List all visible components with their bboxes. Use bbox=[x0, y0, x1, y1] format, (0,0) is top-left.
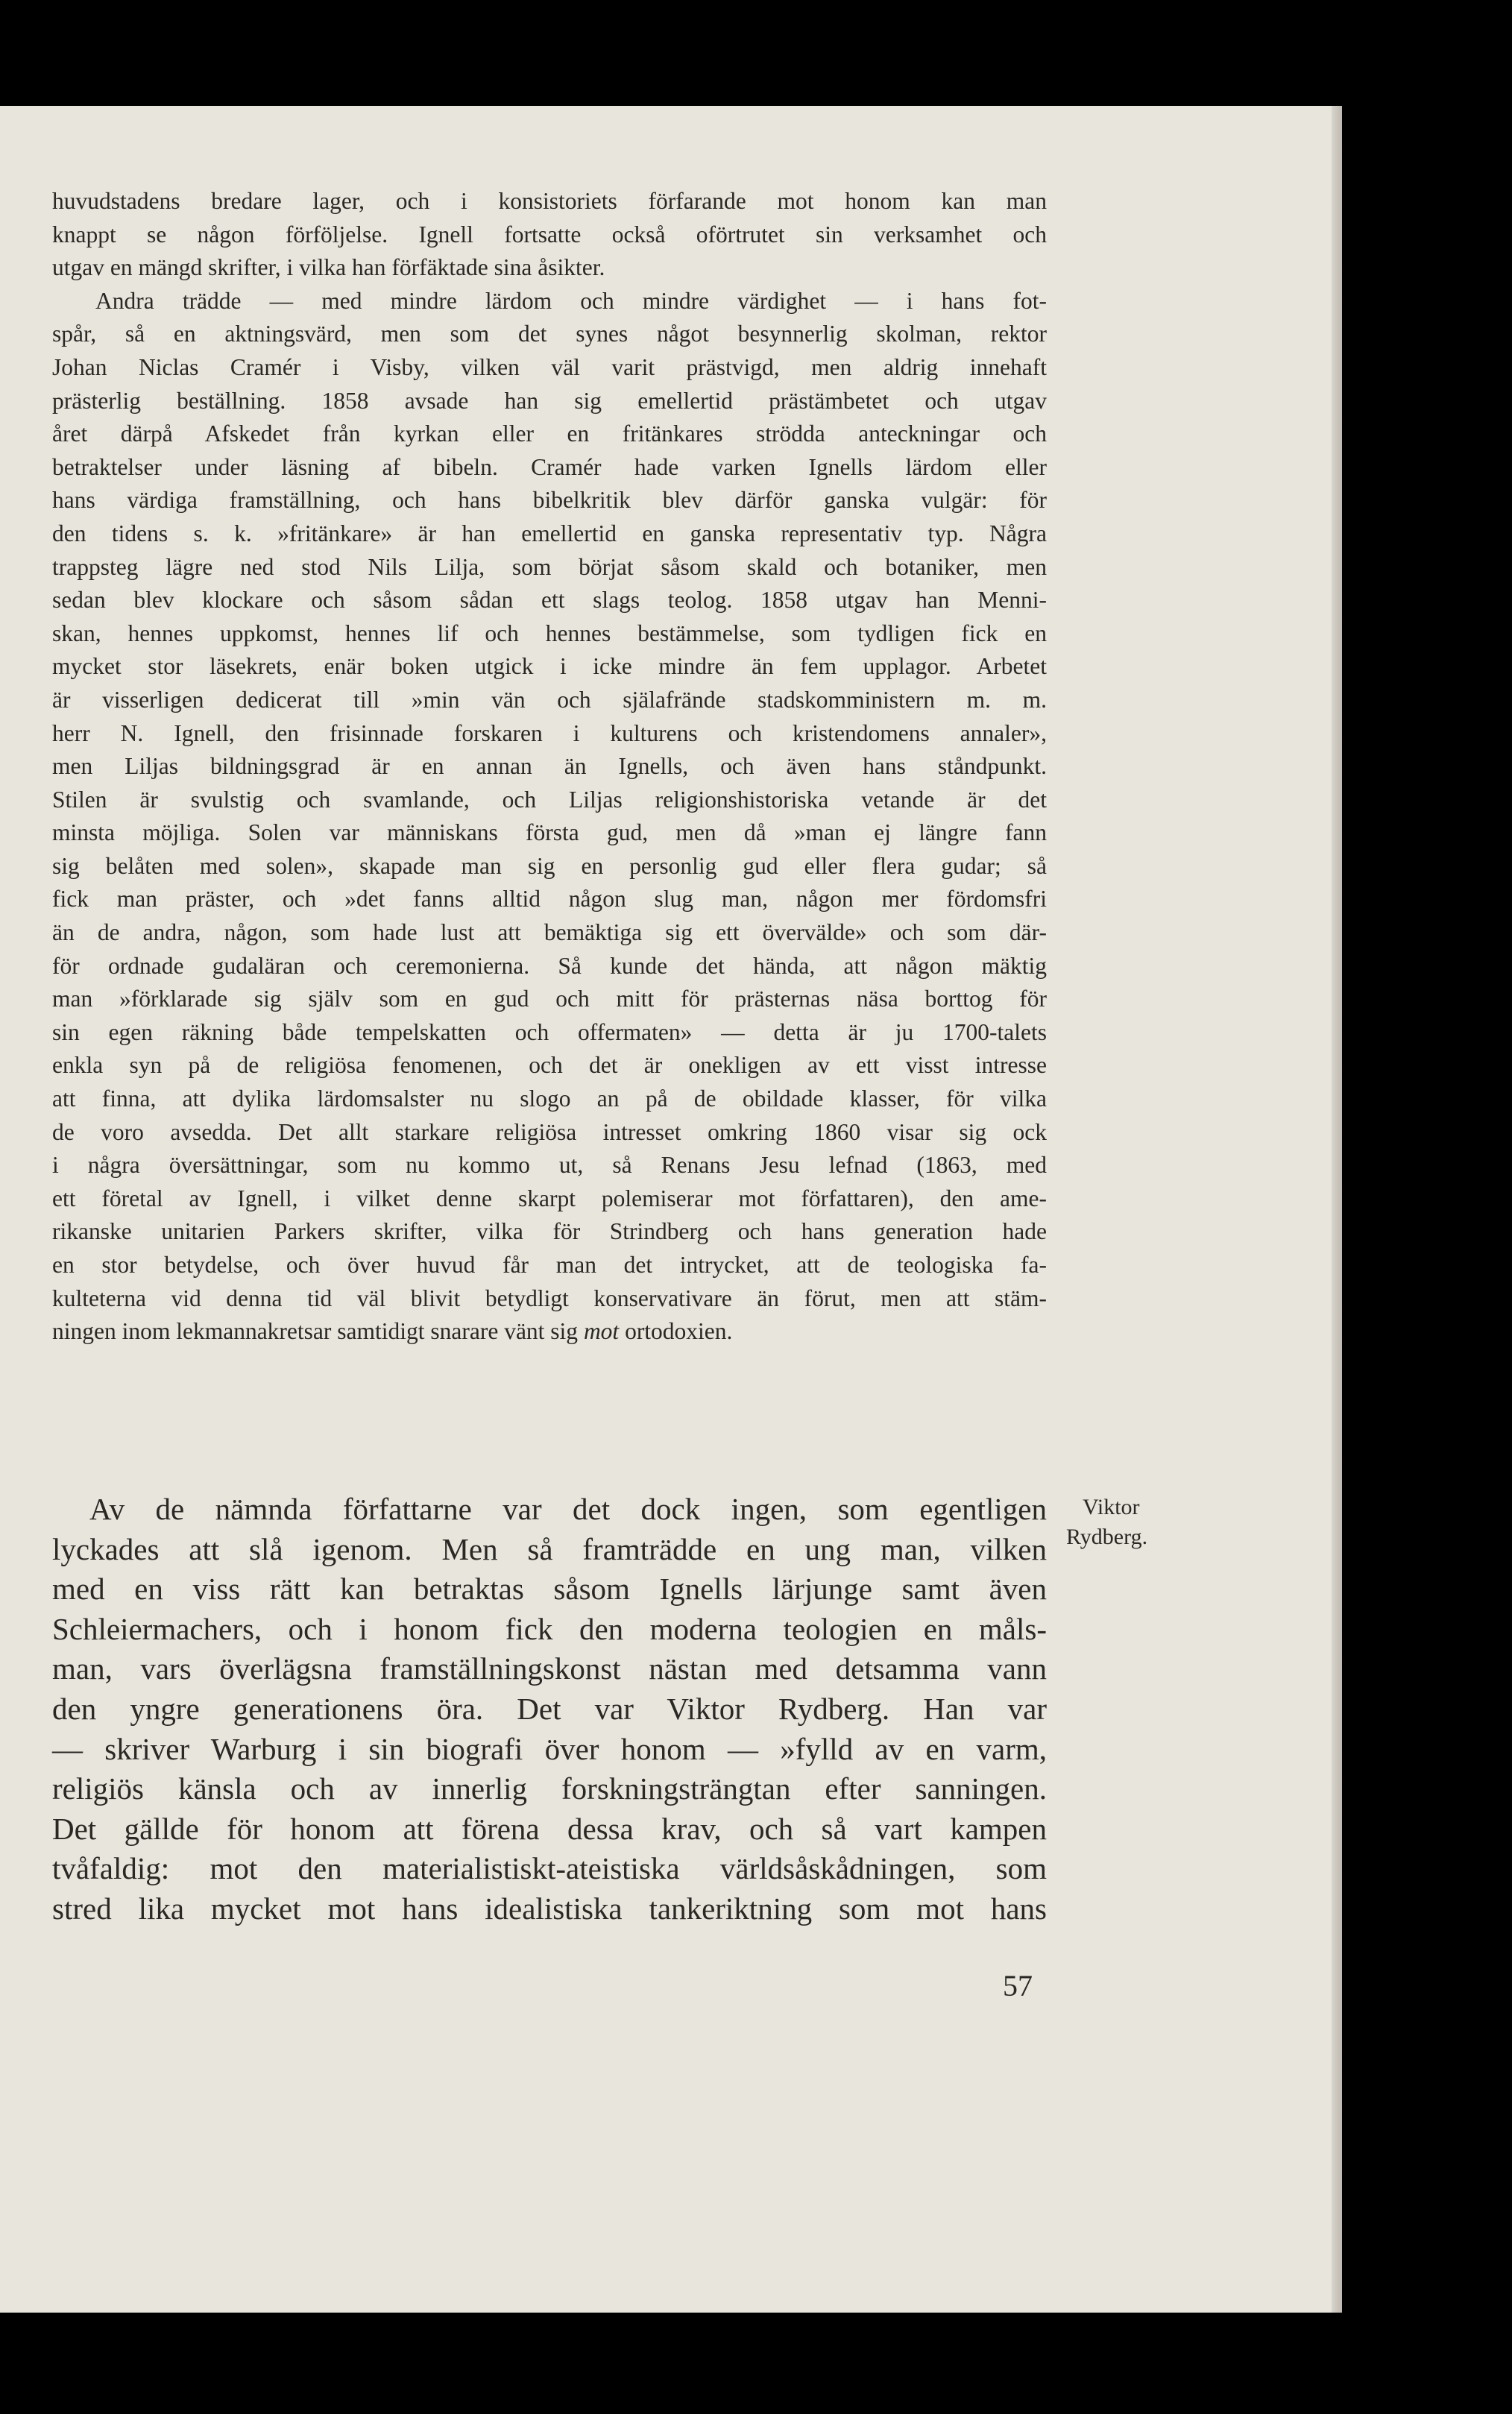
section-line: stred lika mycket mot hans idealistiska tankeriktning som mot hans bbox=[52, 1891, 1047, 1926]
text-line: skan, hennes uppkomst, hennes lif och hennes bestämmelse, som tydligen fick en bbox=[52, 620, 1047, 646]
text-line: sig belåten med solen», skapade man sig en personlig gud eller flera gudar; så bbox=[52, 852, 1047, 879]
text-line: sin egen räkning både tempelskatten och offermaten» — detta är ju 1700-talets bbox=[52, 1018, 1047, 1045]
section-text-block bbox=[52, 1490, 1047, 1929]
text-line: sedan blev klockare och såsom sådan ett slags teolog. 1858 utgav han Menni- bbox=[52, 587, 1047, 614]
page-number: 57 bbox=[1003, 1969, 1033, 2002]
text-line: Stilen är svulstig och svamlande, och Liljas religionshistoriska vetande är det bbox=[52, 786, 1047, 813]
text-line: enkla syn på de religiösa fenomenen, och det är onekligen av ett visst intresse bbox=[52, 1052, 1047, 1079]
margin-note-line: Viktor bbox=[1083, 1495, 1140, 1519]
text-line: prästerlig beställning. 1858 avsade han sig emellertid prästämbetet och utgav bbox=[52, 387, 1047, 414]
text-line: rikanske unitarien Parkers skrifter, vilka för Strindberg och hans generation hade bbox=[52, 1218, 1047, 1245]
section-line: — skriver Warburg i sin biografi över honom — »fylld av en varm, bbox=[52, 1731, 1047, 1766]
text-line: hans värdiga framställning, och hans bibelkritik blev därför ganska vulgär: för bbox=[52, 487, 1047, 514]
section-line: Schleiermachers, och i honom fick den moderna teologien en måls- bbox=[52, 1611, 1047, 1646]
margin-note bbox=[1066, 1493, 1148, 1552]
section-line: Det gällde för honom att förena dessa krav, och så vart kampen bbox=[52, 1811, 1047, 1846]
text-line: fick man präster, och »det fanns alltid någon slug man, någon mer fördomsfri bbox=[52, 886, 1047, 913]
text-line: spår, så en aktningsvärd, men som det synes något besynnerlig skolman, rektor bbox=[52, 321, 1047, 347]
text-fragment: ningen inom lekmannakretsar samtidigt snarare vänt sig bbox=[52, 1318, 584, 1345]
section-line: man, vars överlägsna framställningskonst nästan med detsamma vann bbox=[52, 1651, 1047, 1686]
text-line: för ordnade gudaläran och ceremonierna. Så kunde det hända, att någon mäktig bbox=[52, 952, 1047, 979]
body-text-block bbox=[52, 185, 1047, 1349]
text-fragment: ortodoxien. bbox=[619, 1318, 733, 1345]
text-line: trappsteg lägre ned stod Nils Lilja, som börjat såsom skald och botaniker, men bbox=[52, 553, 1047, 580]
text-line: utgav en mängd skrifter, i vilka han förfäktade sina åsikter. bbox=[52, 254, 605, 281]
section-line: religiös känsla och av innerlig forskningsträngtan efter sanningen. bbox=[52, 1771, 1047, 1806]
text-line: den tidens s. k. »fritänkare» är han emellertid en ganska representativ typ. Några bbox=[52, 520, 1047, 546]
page-edge bbox=[1332, 106, 1342, 2313]
text-line: man »förklarade sig själv som en gud och mitt för prästernas näsa borttog för bbox=[52, 986, 1047, 1012]
text-line: betraktelser under läsning af bibeln. Cramér hade varken Ignells lärdom eller bbox=[52, 453, 1047, 480]
text-line: knappt se någon förföljelse. Ignell fortsatte också oförtrutet sin verksamhet och bbox=[52, 221, 1047, 248]
section-line: med en viss rätt kan betraktas såsom Ignells lärjunge samt även bbox=[52, 1572, 1047, 1607]
section-line: Av de nämnda författarne var det dock ingen, som egentligen bbox=[89, 1492, 1047, 1526]
text-line: huvudstadens bredare lager, och i konsistoriets förfarande mot honom kan man bbox=[52, 188, 1047, 214]
text-line: i några översättningar, som nu kommo ut, så Renans Jesu lefnad (1863, med bbox=[52, 1152, 1047, 1179]
text-line: men Liljas bildningsgrad är en annan än Ignells, och även hans ståndpunkt. bbox=[52, 753, 1047, 780]
text-line: herr N. Ignell, den frisinnade forskaren i kulturens och kristendomens annaler», bbox=[52, 719, 1047, 746]
text-line: de voro avsedda. Det allt starkare religiösa intresset omkring 1860 visar sig ock bbox=[52, 1118, 1047, 1145]
section-line: lyckades att slå igenom. Men så framträdde en ung man, vilken bbox=[52, 1531, 1047, 1566]
section-line: den yngre generationens öra. Det var Viktor Rydberg. Han var bbox=[52, 1691, 1047, 1726]
text-line: minsta möjliga. Solen var människans första gud, men då »man ej längre fann bbox=[52, 819, 1047, 846]
section-line: tvåfaldig: mot den materialistiskt-ateistiska världsåskådningen, som bbox=[52, 1851, 1047, 1886]
text-line: Johan Niclas Cramér i Visby, vilken väl varit prästvigd, men aldrig innehaft bbox=[52, 353, 1047, 380]
text-line-last bbox=[52, 1315, 1047, 1349]
italic-word: mot bbox=[583, 1318, 620, 1345]
margin-note-line: Rydberg. bbox=[1066, 1525, 1148, 1549]
text-line: en stor betydelse, och över huvud får man det intrycket, att de teologiska fa- bbox=[52, 1252, 1047, 1278]
text-line: Andra trädde — med mindre lärdom och mindre värdighet — i hans fot- bbox=[95, 287, 1047, 314]
text-line: att finna, att dylika lärdomsalster nu slogo an på de obildade klasser, för vilka bbox=[52, 1085, 1047, 1112]
text-line: än de andra, någon, som hade lust att bemäktiga sig ett övervälde» och som där- bbox=[52, 919, 1047, 946]
text-line: mycket stor läsekrets, enär boken utgick i icke mindre än fem upplagor. Arbetet bbox=[52, 653, 1047, 680]
text-line: året därpå Afskedet från kyrkan eller en fritänkares strödda anteckningar och bbox=[52, 420, 1047, 447]
text-line: ett företal av Ignell, i vilket denne skarpt polemiserar mot författaren), den ame- bbox=[52, 1185, 1047, 1211]
text-line: är visserligen dedicerat till »min vän och själafrände stadskomministern m. m. bbox=[52, 686, 1047, 713]
text-line: kulteterna vid denna tid väl blivit betydligt konservativare än förut, men att stäm- bbox=[52, 1285, 1047, 1311]
